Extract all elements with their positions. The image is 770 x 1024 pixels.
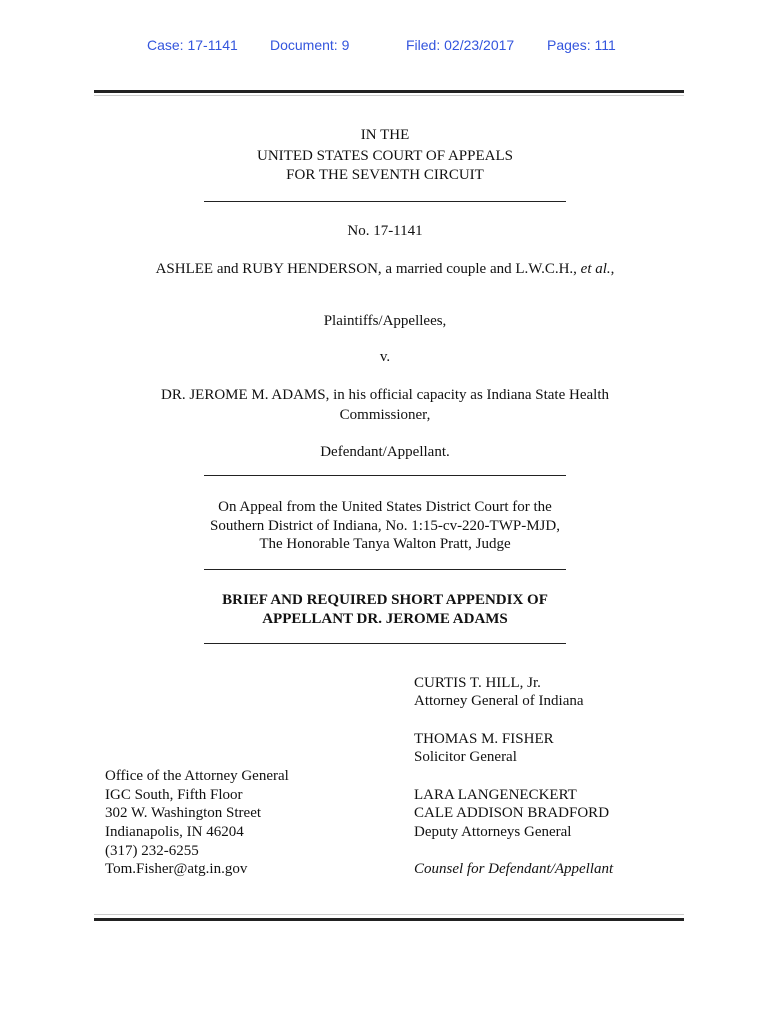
bottom-rule [94,918,684,921]
office-line-3: 302 W. Washington Street [105,805,262,821]
defendant-line-1: DR. JEROME M. ADAMS, in his official capacity as Indiana State Health [161,387,609,403]
plaintiffs-names [0,261,770,278]
defendant-line-2: Commissioner, [339,407,431,423]
office-line-2: IGC South, Fifth Floor [105,787,243,803]
deputy-title: Deputy Attorneys General [414,824,572,840]
brief-title-line-1: BRIEF AND REQUIRED SHORT APPENDIX OF [222,592,548,608]
defendant-role: Defendant/Appellant. [320,444,450,460]
versus: v. [379,349,391,365]
case-number-label: Case: 17-1141 [147,37,238,53]
top-rule-thin [94,95,684,96]
office-phone: (317) 232-6255 [105,843,199,859]
appeal-line-2: Southern District of Indiana, No. 1:15-cv-220-TWP-MJD, [210,518,560,534]
separator [204,643,566,644]
appeal-line-1: On Appeal from the United States District Court for the [218,499,552,515]
filed-date-label: Filed: 02/23/2017 [406,37,515,53]
deputy-name-1: LARA LANGENECKERT [414,787,577,803]
attorney-general-title: Attorney General of Indiana [414,693,584,709]
counsel-for-text: Counsel for Defendant/Appellant [414,861,614,877]
appeal-line-3: The Honorable Tanya Walton Pratt, Judge [259,536,511,552]
separator [204,475,566,476]
court-line-3: FOR THE SEVENTH CIRCUIT [286,167,484,183]
court-line-1: IN THE [360,127,410,143]
page-count-label: Pages: 111 [547,37,616,53]
filing-header [0,37,770,57]
counsel-for [414,861,613,878]
attorney-general-name: CURTIS T. HILL, Jr. [414,675,541,691]
office-line-1: Office of the Attorney General [105,768,289,784]
plaintiffs-role: Plaintiffs/Appellees, [323,313,447,329]
solicitor-general-title: Solicitor General [414,749,517,765]
solicitor-general-name: THOMAS M. FISHER [414,731,554,747]
top-rule [94,90,684,93]
bottom-rule-thin [94,914,684,915]
separator [204,569,566,570]
et-al: et al. [580,261,611,277]
document-number-label: Document: 9 [270,37,350,53]
brief-title-line-2: APPELLANT DR. JEROME ADAMS [262,611,508,627]
deputy-name-2: CALE ADDISON BRADFORD [414,805,610,821]
office-line-4: Indianapolis, IN 46204 [105,824,244,840]
plaintiffs-comma: , [610,261,615,277]
docket-number: No. 17-1141 [347,223,423,239]
separator [204,201,566,202]
court-line-2: UNITED STATES COURT OF APPEALS [257,148,513,164]
plaintiffs-text: ASHLEE and RUBY HENDERSON, a married couple and L.W.C.H., [155,261,581,277]
office-email: Tom.Fisher@atg.in.gov [105,861,248,877]
